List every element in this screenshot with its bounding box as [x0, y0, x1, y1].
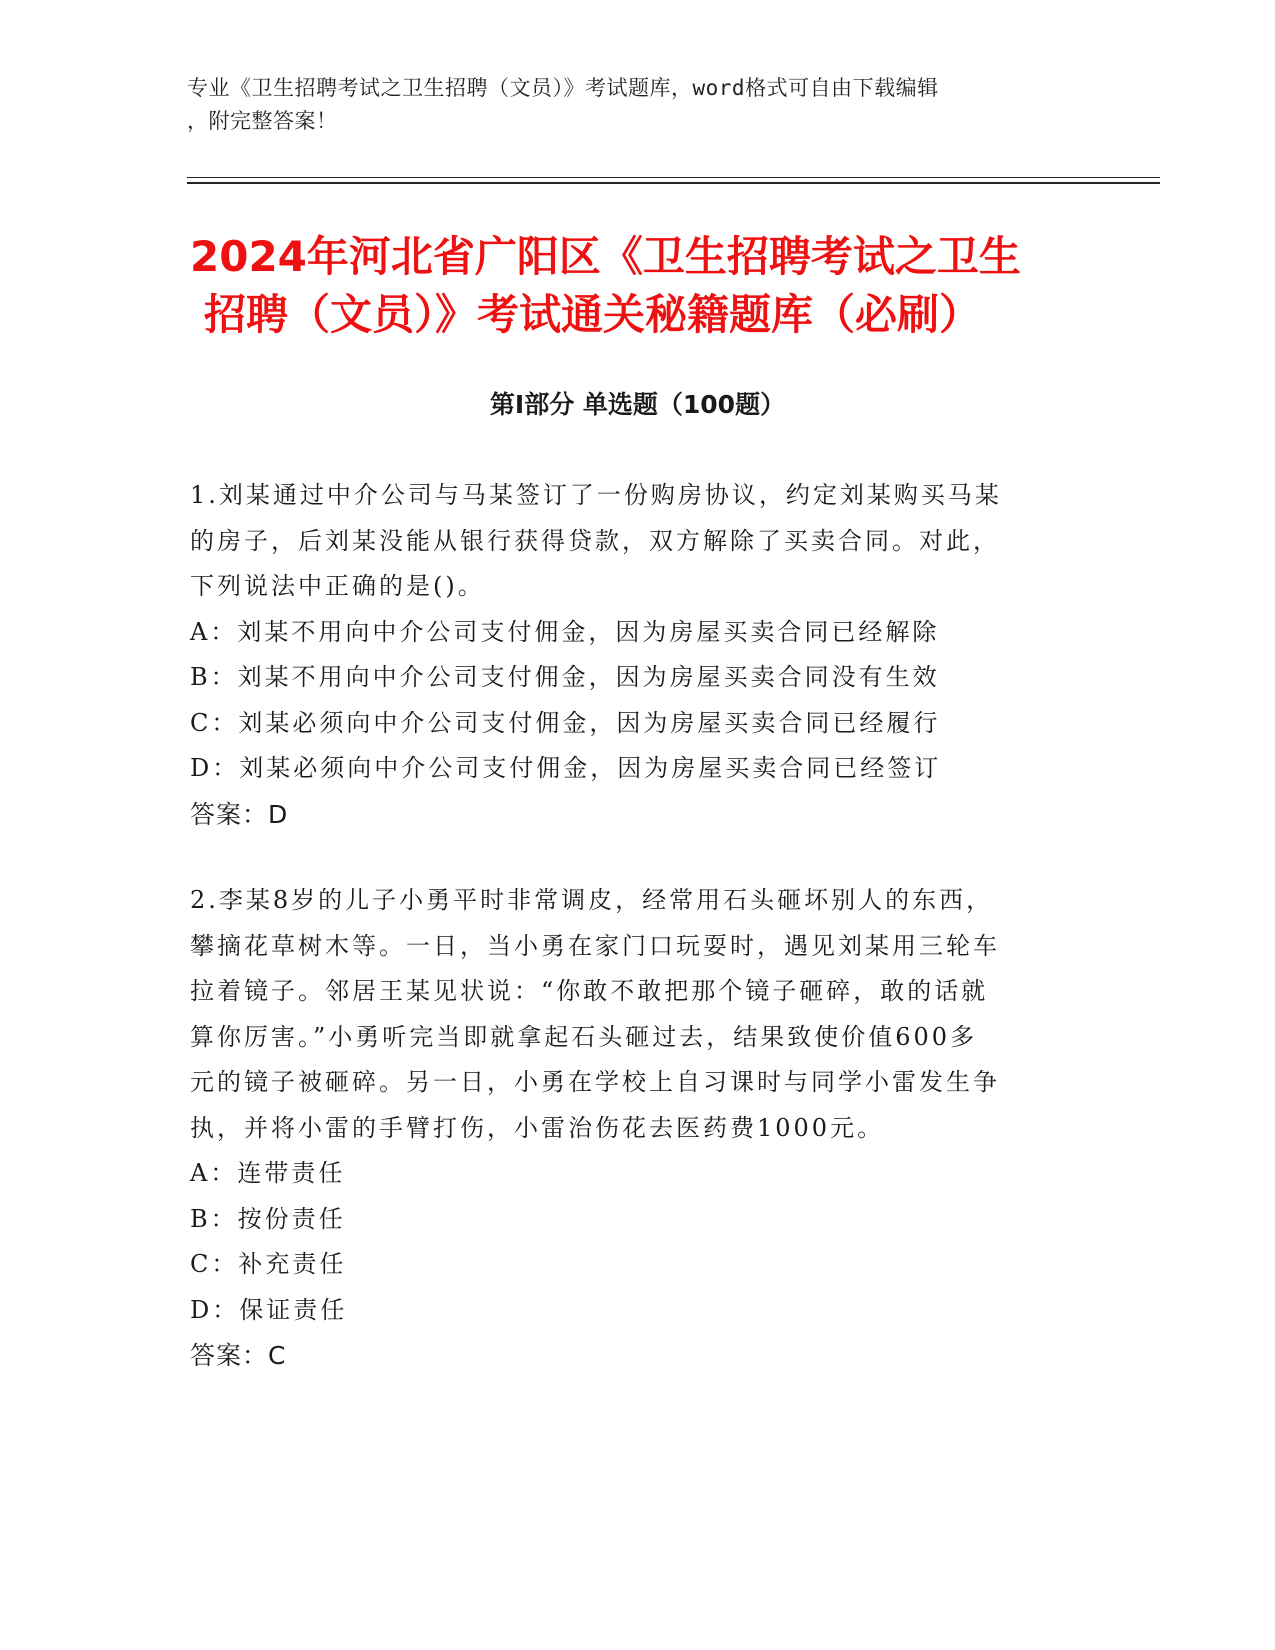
answer: 答案：C [190, 1341, 287, 1370]
header-note-line-2: ，附完整答案！ [187, 109, 338, 133]
option-d: D：保证责任 [190, 1295, 348, 1324]
question-stem-line: 元的镜子被砸碎。另一日，小勇在学校上自习课时与同学小雷发生争 [190, 1068, 1000, 1096]
header-divider-thin [187, 177, 1160, 178]
option-a: A：刘某不用向中介公司支付佣金，因为房屋买卖合同已经解除 [190, 617, 940, 646]
option-c: C：补充责任 [190, 1250, 347, 1278]
question-stem-line: 下列说法中正确的是()。 [190, 572, 485, 600]
document-title [190, 228, 1090, 344]
question-stem-line: 攀摘花草树木等。一日，当小勇在家门口玩耍时，遇见刘某用三轮车 [190, 931, 1000, 960]
question-stem-line: 算你厉害。”小勇听完当即就拿起石头砸过去，结果致使价值600多 [190, 1022, 978, 1051]
header-divider-thick [187, 182, 1160, 184]
document-title-line-2: 招聘（文员）》考试通关秘籍题库（必刷） [204, 290, 982, 339]
option-a: A：连带责任 [190, 1159, 346, 1187]
header-note-line-1: 专业《卫生招聘考试之卫生招聘（文员）》考试题库，word格式可自由下载编辑 [187, 76, 939, 100]
question-stem-line: 1.刘某通过中介公司与马某签订了一份购房协议，约定刘某购买马某 [190, 481, 1002, 509]
question-stem [190, 878, 1070, 1151]
option-b: B：按份责任 [190, 1204, 346, 1233]
question-stem [190, 473, 1070, 610]
option-b: B：刘某不用向中介公司支付佣金，因为房屋买卖合同没有生效 [190, 663, 940, 691]
document-title-line-1: 2024年河北省广阳区《卫生招聘考试之卫生 [190, 232, 1021, 281]
question-stem-line: 执，并将小雷的手臂打伤，小雷治伤花去医药费1000元。 [190, 1113, 885, 1142]
section-heading: 第Ⅰ部分 单选题（100题） [489, 390, 786, 419]
option-c: C：刘某必须向中介公司支付佣金，因为房屋买卖合同已经履行 [190, 708, 941, 737]
question-2 [190, 878, 1070, 1379]
question-1 [190, 473, 1070, 838]
question-stem-line: 拉着镜子。邻居王某见状说：“你敢不敢把那个镜子砸碎，敢的话就 [190, 977, 989, 1005]
question-stem-line: 的房子，后刘某没能从银行获得贷款，双方解除了买卖合同。对此， [190, 526, 1000, 555]
answer: 答案：D [190, 799, 289, 829]
header-note [187, 72, 1087, 138]
option-d: D：刘某必须向中介公司支付佣金，因为房屋买卖合同已经签订 [190, 754, 942, 782]
question-stem-line: 2.李某8岁的儿子小勇平时非常调皮，经常用石头砸坏别人的东西， [190, 886, 994, 914]
